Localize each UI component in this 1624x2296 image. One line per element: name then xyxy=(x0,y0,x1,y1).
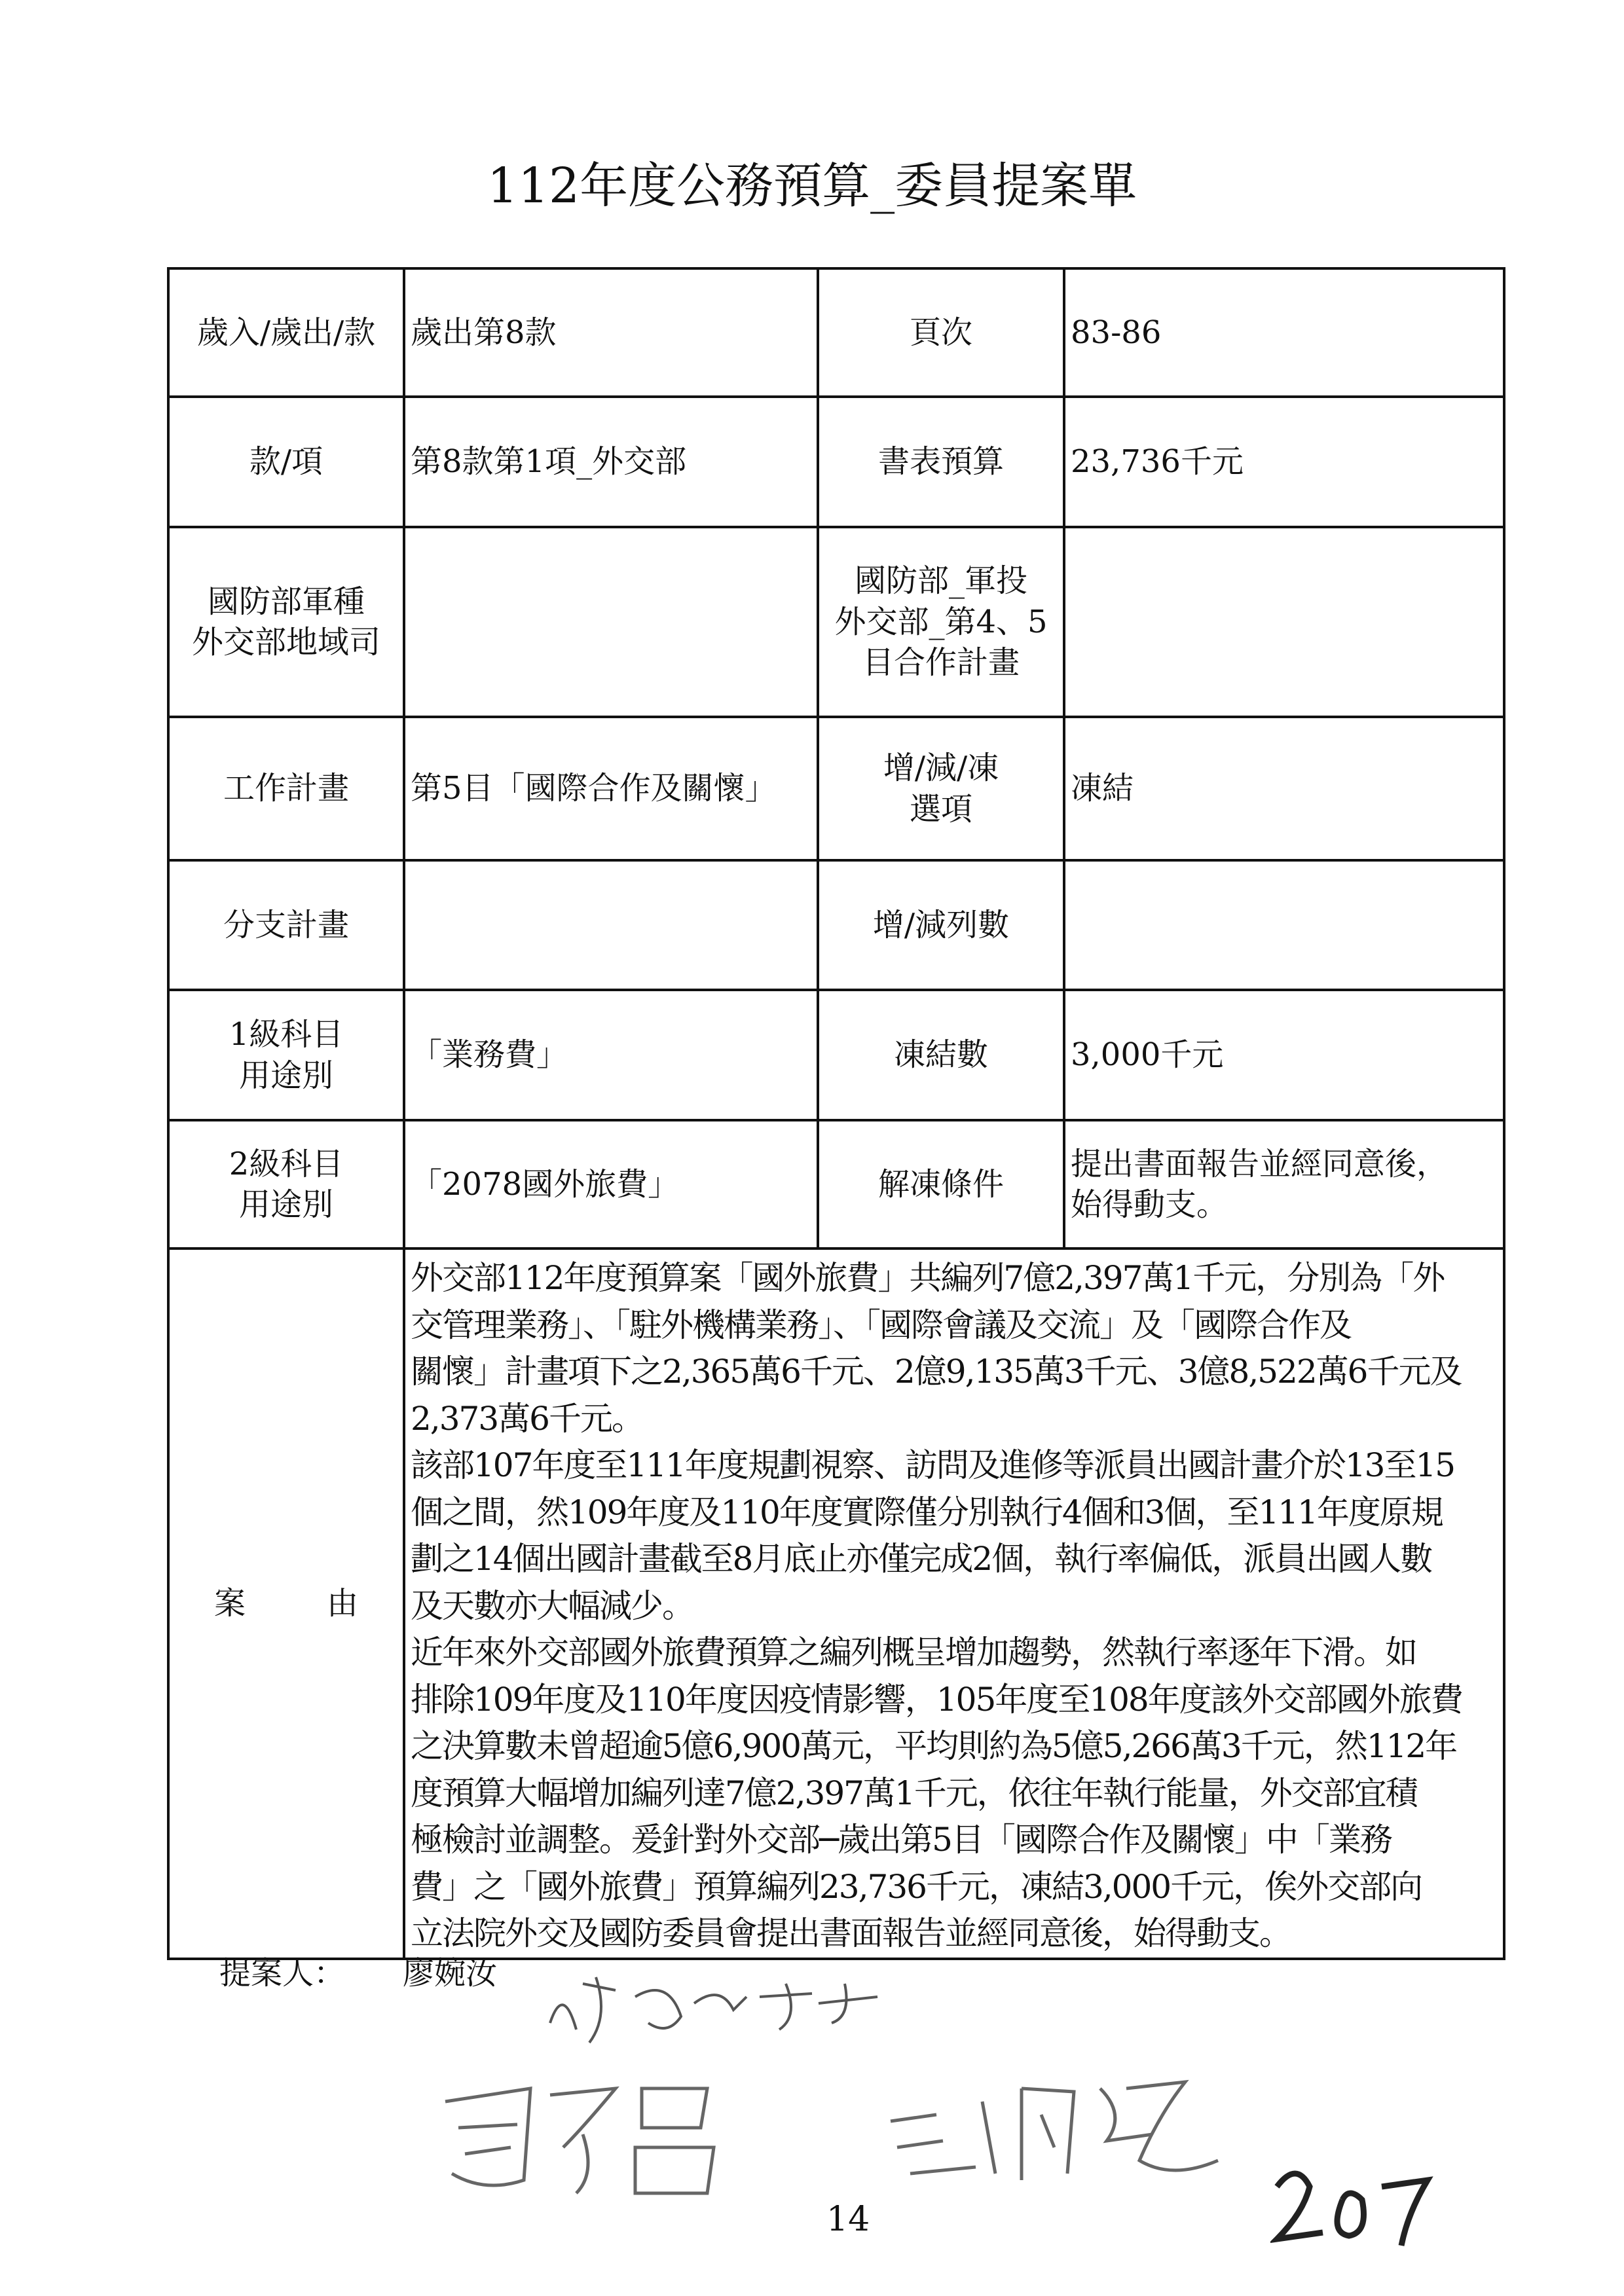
field-label xyxy=(818,717,1064,860)
reason-line: 劃之14個出國計畫截至8月底止亦僅完成2個，執行率偏低，派員出國人數 xyxy=(411,1540,1432,1578)
signature-2 xyxy=(432,2062,747,2213)
reason-line: 費」之「國外旅費」預算編列23,736千元，凍結3,000千元，俟外交部向 xyxy=(411,1867,1422,1906)
field-label: 頁次 xyxy=(818,268,1064,397)
reason-label-char: 由 xyxy=(326,1585,358,1622)
field-value: 3,000千元 xyxy=(1064,990,1504,1120)
reason-line: 關懷」計畫項下之2,365萬6千元、2億9,135萬3千元、3億8,522萬6千元及 xyxy=(411,1353,1462,1391)
field-value xyxy=(404,860,818,990)
table-row xyxy=(168,1248,1504,1959)
field-label: 歲入/歲出/款 xyxy=(168,268,404,397)
label-line: 用途別 xyxy=(238,1057,333,1094)
handwritten-number-207 xyxy=(1270,2160,1441,2252)
reason-line: 及天數亦大幅減少。 xyxy=(411,1586,693,1625)
field-label: 解凍條件 xyxy=(818,1120,1064,1248)
field-label: 凍結數 xyxy=(818,990,1064,1120)
field-value xyxy=(404,527,818,717)
field-label xyxy=(818,527,1064,717)
label-line: 2級科目 xyxy=(229,1145,344,1182)
reason-line: 個之間，然109年度及110年度實際僅分別執行4個和3個，至111年度原規 xyxy=(411,1493,1443,1531)
field-label xyxy=(168,527,404,717)
label-line: 國防部軍種 xyxy=(207,583,365,620)
field-label xyxy=(168,1120,404,1248)
proposer-label: 提案人： xyxy=(219,1955,346,1992)
table-row xyxy=(168,268,1504,397)
field-value xyxy=(1064,860,1504,990)
field-value: 「2078國外旅費」 xyxy=(404,1120,818,1248)
proposer-name: 廖婉汝 xyxy=(403,1955,498,1992)
label-line: 外交部地域司 xyxy=(191,624,380,661)
field-value: 凍結 xyxy=(1064,717,1504,860)
field-label: 分支計畫 xyxy=(168,860,404,990)
label-line: 目合作計畫 xyxy=(862,644,1020,682)
field-value xyxy=(1064,527,1504,717)
label-line: 選項 xyxy=(909,790,972,828)
page-number: 14 xyxy=(826,2200,870,2239)
reason-line: 極檢討並調整。爰針對外交部─歲出第5目「國際合作及關懷」中「業務 xyxy=(411,1821,1392,1859)
reason-line: 外交部112年度預算案「國外旅費」共編列7億2,397萬1千元，分別為「外 xyxy=(411,1259,1445,1297)
field-label: 款/項 xyxy=(168,397,404,527)
reason-label-char: 案 xyxy=(214,1585,246,1622)
field-label: 書表預算 xyxy=(818,397,1064,527)
label-line: 增/減/凍 xyxy=(883,750,999,787)
field-value: 第8款第1項_外交部 xyxy=(404,397,818,527)
field-value: 23,736千元 xyxy=(1064,397,1504,527)
reason-line: 排除109年度及110年度因疫情影響，105年度至108年度該外交部國外旅費 xyxy=(411,1680,1462,1719)
reason-label xyxy=(168,1248,404,1959)
field-value: 歲出第8款 xyxy=(404,268,818,397)
reason-text xyxy=(404,1248,1504,1959)
field-value: 83-86 xyxy=(1064,268,1504,397)
field-label: 工作計畫 xyxy=(168,717,404,860)
reason-line: 2,373萬6千元。 xyxy=(411,1399,643,1438)
field-value: 「業務費」 xyxy=(404,990,818,1120)
page-title: 112年度公務預算_委員提案單 xyxy=(487,158,1137,214)
table-row xyxy=(168,717,1504,860)
label-line: 用途別 xyxy=(238,1186,333,1223)
label-line: 1級科目 xyxy=(229,1016,344,1053)
reason-line: 交管理業務」、「駐外機構業務」、「國際會議及交流」及「國際合作及 xyxy=(411,1305,1351,1344)
table-row xyxy=(168,397,1504,527)
table-row xyxy=(168,990,1504,1120)
label-line: 國防部_軍投 xyxy=(854,562,1027,600)
table-row xyxy=(168,527,1504,717)
proposal-form-table xyxy=(167,267,1505,1960)
reason-line: 立法院外交及國防委員會提出書面報告並經同意後，始得動支。 xyxy=(411,1914,1291,1952)
field-label: 增/減列數 xyxy=(818,860,1064,990)
table-row xyxy=(168,860,1504,990)
field-label xyxy=(168,990,404,1120)
reason-line: 該部107年度至111年度規劃視察、訪問及進修等派員出國計畫介於13至15 xyxy=(411,1446,1455,1484)
signature-1 xyxy=(537,1958,904,2056)
table-row xyxy=(168,1120,1504,1248)
field-value xyxy=(1064,1120,1504,1248)
value-line: 始得動支。 xyxy=(1071,1186,1228,1223)
label-line: 外交部_第4、5 xyxy=(834,603,1048,640)
reason-line: 近年來外交部國外旅費預算之編列概呈增加趨勢，然執行率逐年下滑。如 xyxy=(411,1633,1416,1671)
value-line: 提出書面報告並經同意後， xyxy=(1071,1145,1449,1182)
field-value: 第5目「國際合作及關懷」 xyxy=(404,717,818,860)
reason-line: 度預算大幅增加編列達7億2,397萬1千元，依往年執行能量，外交部宜積 xyxy=(411,1774,1417,1812)
reason-line: 之決算數未曾超逾5億6,900萬元，平均則約為5億5,266萬3千元，然112年 xyxy=(411,1727,1457,1765)
signature-3 xyxy=(877,2062,1244,2193)
